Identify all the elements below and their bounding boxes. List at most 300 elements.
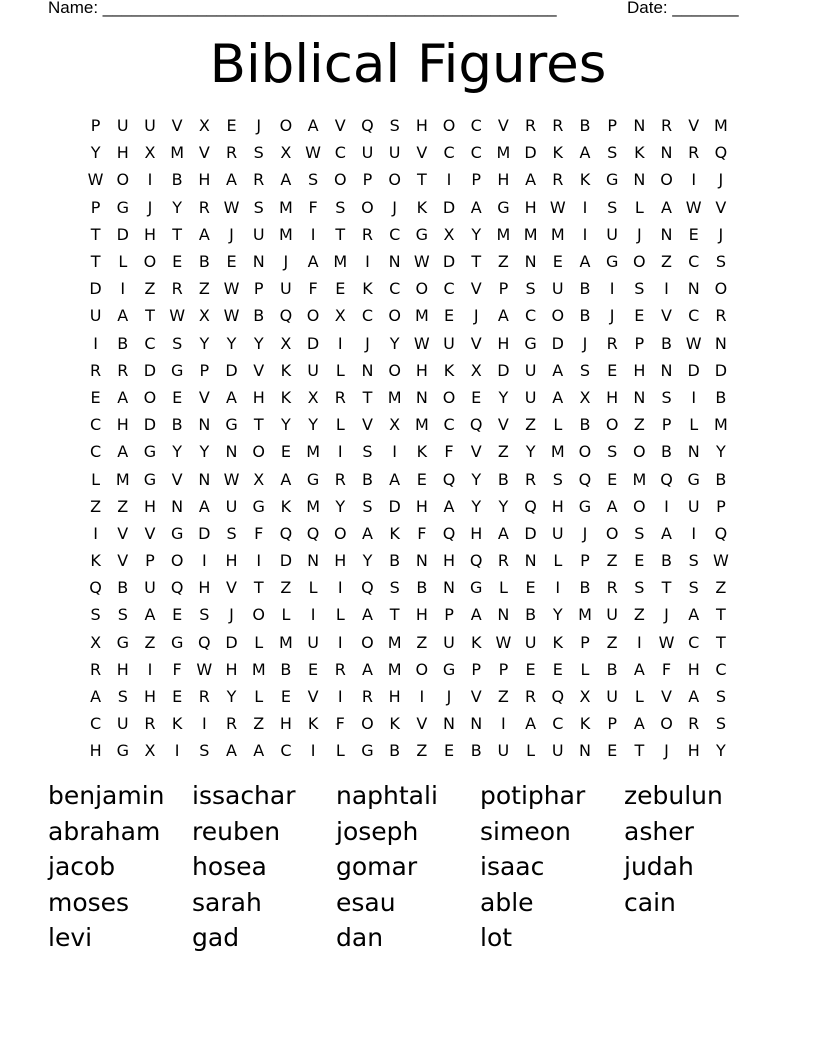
grid-letter[interactable]: U xyxy=(687,496,700,516)
grid-letter[interactable]: I xyxy=(691,170,697,190)
grid-letter[interactable]: M xyxy=(170,143,185,163)
grid-letter[interactable]: C xyxy=(443,143,455,163)
grid-letter[interactable]: W xyxy=(413,333,430,353)
grid-letter[interactable]: C xyxy=(688,306,700,326)
grid-letter[interactable]: G xyxy=(116,197,129,217)
grid-letter[interactable]: E xyxy=(634,551,645,571)
grid-letter[interactable]: N xyxy=(198,415,211,435)
grid-letter[interactable]: K xyxy=(470,632,482,652)
grid-letter[interactable]: A xyxy=(280,170,292,190)
grid-letter[interactable]: S xyxy=(389,578,400,598)
grid-letter[interactable]: U xyxy=(116,116,129,136)
grid-letter[interactable]: A xyxy=(497,306,509,326)
grid-letter[interactable]: O xyxy=(551,306,565,326)
grid-letter[interactable]: Y xyxy=(525,442,536,462)
grid-letter[interactable]: L xyxy=(553,415,563,435)
grid-letter[interactable]: H xyxy=(443,551,456,571)
grid-letter[interactable]: A xyxy=(361,659,373,679)
grid-letter[interactable]: O xyxy=(660,714,673,734)
grid-letter[interactable]: J xyxy=(609,306,615,326)
grid-letter[interactable]: B xyxy=(525,605,537,625)
grid-letter[interactable]: Q xyxy=(469,551,483,571)
grid-letter[interactable]: C xyxy=(361,306,374,326)
grid-letter[interactable]: R xyxy=(225,714,238,734)
grid-letter[interactable]: A xyxy=(144,605,156,625)
grid-letter[interactable]: U xyxy=(524,632,537,652)
grid-letter[interactable]: S xyxy=(715,687,726,707)
grid-letter[interactable]: V xyxy=(715,197,727,217)
grid-letter[interactable]: R xyxy=(361,687,374,707)
grid-letter[interactable]: P xyxy=(661,415,672,435)
grid-letter[interactable]: U xyxy=(307,360,319,380)
grid-letter[interactable]: V xyxy=(497,116,509,136)
grid-letter[interactable]: J xyxy=(473,306,479,326)
grid-letter[interactable]: G xyxy=(497,197,510,217)
grid-letter[interactable]: Y xyxy=(498,387,509,407)
grid-letter[interactable]: I xyxy=(582,197,588,217)
grid-letter[interactable]: W xyxy=(223,197,240,217)
grid-letter[interactable]: P xyxy=(90,197,101,217)
grid-letter[interactable]: Y xyxy=(471,469,482,489)
grid-letter[interactable]: P xyxy=(716,496,726,516)
grid-letter[interactable]: Q xyxy=(279,306,293,326)
grid-letter[interactable]: E xyxy=(525,659,536,679)
grid-letter[interactable]: B xyxy=(579,306,591,326)
grid-letter[interactable]: L xyxy=(254,632,264,652)
grid-letter[interactable]: N xyxy=(415,551,428,571)
grid-letter[interactable]: S xyxy=(552,469,563,489)
grid-letter[interactable]: J xyxy=(636,224,642,244)
grid-letter[interactable]: E xyxy=(308,659,319,679)
grid-letter[interactable]: E xyxy=(90,387,101,407)
grid-letter[interactable]: B xyxy=(389,551,401,571)
grid-letter[interactable]: L xyxy=(634,197,644,217)
grid-letter[interactable]: V xyxy=(334,116,346,136)
grid-letter[interactable]: Z xyxy=(497,687,509,707)
grid-letter[interactable]: T xyxy=(634,741,645,761)
grid-letter[interactable]: J xyxy=(582,333,588,353)
grid-letter[interactable]: Z xyxy=(198,279,210,299)
grid-letter[interactable]: M xyxy=(333,252,348,272)
grid-letter[interactable]: A xyxy=(443,496,455,516)
grid-letter[interactable]: Z xyxy=(253,714,265,734)
grid-letter[interactable]: X xyxy=(280,143,292,163)
grid-letter[interactable]: I xyxy=(337,687,343,707)
grid-letter[interactable]: O xyxy=(605,523,619,543)
grid-letter[interactable]: T xyxy=(389,605,400,625)
grid-letter[interactable]: J xyxy=(664,741,669,761)
grid-letter[interactable]: N xyxy=(415,387,428,407)
grid-letter[interactable]: D xyxy=(497,360,510,380)
grid-letter[interactable]: A xyxy=(198,224,210,244)
grid-letter[interactable]: S xyxy=(579,360,591,380)
grid-letter[interactable]: U xyxy=(388,143,401,163)
grid-letter[interactable]: N xyxy=(687,279,700,299)
grid-letter[interactable]: D xyxy=(225,360,238,380)
grid-letter[interactable]: A xyxy=(226,387,237,407)
grid-letter[interactable]: J xyxy=(718,170,724,190)
grid-letter[interactable]: D xyxy=(306,333,320,353)
grid-letter[interactable]: V xyxy=(497,415,509,435)
grid-letter[interactable]: D xyxy=(442,252,456,272)
grid-letter[interactable]: V xyxy=(416,143,428,163)
grid-letter[interactable]: G xyxy=(116,741,129,761)
grid-letter[interactable]: Q xyxy=(361,578,374,598)
grid-letter[interactable]: I xyxy=(201,551,207,571)
grid-letter[interactable]: M xyxy=(414,306,429,326)
grid-letter[interactable]: R xyxy=(334,659,346,679)
grid-letter[interactable]: N xyxy=(307,551,320,571)
grid-letter[interactable]: I xyxy=(147,659,153,679)
grid-letter[interactable]: Q xyxy=(306,523,320,543)
grid-letter[interactable]: P xyxy=(253,279,264,299)
grid-letter[interactable]: Q xyxy=(89,578,102,598)
grid-letter[interactable]: H xyxy=(415,116,428,136)
grid-letter[interactable]: G xyxy=(170,523,184,543)
grid-letter[interactable]: T xyxy=(362,387,373,407)
grid-letter[interactable]: G xyxy=(470,578,483,598)
grid-letter[interactable]: V xyxy=(661,306,672,326)
grid-letter[interactable]: V xyxy=(117,523,129,543)
grid-letter[interactable]: J xyxy=(147,197,153,217)
grid-letter[interactable]: I xyxy=(691,523,697,543)
grid-letter[interactable]: S xyxy=(607,197,618,217)
grid-letter[interactable]: N xyxy=(687,442,700,462)
grid-letter[interactable]: K xyxy=(280,387,292,407)
grid-letter[interactable]: R xyxy=(334,387,346,407)
grid-letter[interactable]: B xyxy=(280,659,292,679)
grid-letter[interactable]: P xyxy=(199,360,210,380)
grid-letter[interactable]: X xyxy=(389,415,401,435)
grid-letter[interactable]: R xyxy=(688,143,700,163)
grid-letter[interactable]: A xyxy=(226,741,237,761)
grid-letter[interactable]: N xyxy=(714,333,727,353)
grid-letter[interactable]: M xyxy=(387,387,402,407)
grid-letter[interactable]: F xyxy=(417,523,427,543)
grid-letter[interactable]: O xyxy=(306,306,320,326)
grid-letter[interactable]: K xyxy=(579,170,591,190)
grid-letter[interactable]: A xyxy=(633,659,645,679)
grid-letter[interactable]: N xyxy=(524,551,537,571)
grid-letter[interactable]: Z xyxy=(497,252,509,272)
grid-letter[interactable]: R xyxy=(715,306,727,326)
grid-letter[interactable]: G xyxy=(605,170,619,190)
grid-letter[interactable]: B xyxy=(579,116,591,136)
grid-letter[interactable]: A xyxy=(606,496,618,516)
grid-letter[interactable]: E xyxy=(226,252,237,272)
grid-letter[interactable]: W xyxy=(223,306,240,326)
grid-letter[interactable]: M xyxy=(714,116,728,136)
grid-letter[interactable]: O xyxy=(388,360,401,380)
grid-letter[interactable]: A xyxy=(307,116,319,136)
grid-letter[interactable]: M xyxy=(714,415,728,435)
grid-letter[interactable]: N xyxy=(578,741,591,761)
grid-letter[interactable]: C xyxy=(443,279,455,299)
grid-letter[interactable]: D xyxy=(89,279,102,299)
grid-letter[interactable]: E xyxy=(552,659,563,679)
grid-letter[interactable]: N xyxy=(660,224,673,244)
grid-letter[interactable]: A xyxy=(497,523,509,543)
grid-letter[interactable]: S xyxy=(389,116,400,136)
grid-letter[interactable]: U xyxy=(361,143,374,163)
grid-letter[interactable]: R xyxy=(497,551,509,571)
grid-letter[interactable]: C xyxy=(443,415,455,435)
grid-letter[interactable]: A xyxy=(117,306,129,326)
grid-letter[interactable]: M xyxy=(306,442,320,462)
grid-letter[interactable]: W xyxy=(223,469,240,489)
grid-letter[interactable]: I xyxy=(664,279,669,299)
grid-letter[interactable]: A xyxy=(470,605,482,625)
grid-letter[interactable]: R xyxy=(525,116,537,136)
grid-letter[interactable]: S xyxy=(688,551,699,571)
grid-letter[interactable]: H xyxy=(606,387,619,407)
grid-letter[interactable]: P xyxy=(498,279,509,299)
grid-letter[interactable]: D xyxy=(388,496,401,516)
grid-letter[interactable]: H xyxy=(143,224,156,244)
grid-letter[interactable]: A xyxy=(307,252,319,272)
grid-letter[interactable]: L xyxy=(335,741,345,761)
grid-letter[interactable]: X xyxy=(443,224,455,244)
grid-letter[interactable]: D xyxy=(198,523,211,543)
grid-letter[interactable]: B xyxy=(117,578,129,598)
grid-letter[interactable]: V xyxy=(688,116,700,136)
grid-letter[interactable]: A xyxy=(389,469,401,489)
grid-letter[interactable]: M xyxy=(550,224,565,244)
grid-letter[interactable]: S xyxy=(335,197,346,217)
grid-letter[interactable]: N xyxy=(633,387,646,407)
grid-letter[interactable]: Q xyxy=(279,523,293,543)
grid-letter[interactable]: N xyxy=(252,252,265,272)
grid-letter[interactable]: E xyxy=(607,469,618,489)
grid-letter[interactable]: T xyxy=(716,605,726,625)
grid-letter[interactable]: U xyxy=(551,741,564,761)
grid-letter[interactable]: H xyxy=(497,170,510,190)
grid-letter[interactable]: E xyxy=(172,252,183,272)
grid-letter[interactable]: E xyxy=(607,741,618,761)
grid-letter[interactable]: P xyxy=(90,116,101,136)
grid-letter[interactable]: K xyxy=(389,714,400,734)
grid-letter[interactable]: A xyxy=(525,714,537,734)
grid-letter[interactable]: S xyxy=(688,578,699,598)
grid-letter[interactable]: H xyxy=(388,687,401,707)
grid-letter[interactable]: A xyxy=(253,741,265,761)
grid-letter[interactable]: D xyxy=(279,551,293,571)
grid-letter[interactable]: C xyxy=(280,741,292,761)
grid-letter[interactable]: I xyxy=(256,551,262,571)
grid-letter[interactable]: I xyxy=(201,714,207,734)
grid-letter[interactable]: F xyxy=(335,714,345,734)
grid-letter[interactable]: Z xyxy=(416,741,428,761)
grid-letter[interactable]: B xyxy=(579,279,591,299)
grid-letter[interactable]: S xyxy=(253,143,264,163)
grid-letter[interactable]: P xyxy=(607,714,617,734)
grid-letter[interactable]: F xyxy=(308,197,318,217)
grid-letter[interactable]: Y xyxy=(281,415,291,435)
grid-letter[interactable]: W xyxy=(712,551,729,571)
grid-letter[interactable]: W xyxy=(196,659,213,679)
grid-letter[interactable]: B xyxy=(579,578,591,598)
grid-letter[interactable]: H xyxy=(415,360,428,380)
grid-letter[interactable]: P xyxy=(498,659,509,679)
grid-letter[interactable]: J xyxy=(283,252,289,272)
grid-letter[interactable]: U xyxy=(443,632,455,652)
grid-letter[interactable]: O xyxy=(279,116,293,136)
grid-letter[interactable]: Y xyxy=(362,551,373,571)
grid-letter[interactable]: O xyxy=(361,714,374,734)
grid-letter[interactable]: V xyxy=(307,687,319,707)
grid-letter[interactable]: M xyxy=(387,632,402,652)
grid-letter[interactable]: L xyxy=(335,360,345,380)
grid-letter[interactable]: K xyxy=(280,496,292,516)
grid-letter[interactable]: Y xyxy=(716,442,726,462)
grid-letter[interactable]: M xyxy=(414,415,429,435)
grid-letter[interactable]: S xyxy=(308,170,319,190)
grid-letter[interactable]: K xyxy=(634,143,645,163)
grid-letter[interactable]: U xyxy=(225,496,238,516)
grid-letter[interactable]: I xyxy=(337,333,343,353)
grid-letter[interactable]: L xyxy=(689,415,699,435)
grid-letter[interactable]: V xyxy=(470,442,482,462)
grid-letter[interactable]: D xyxy=(442,197,456,217)
grid-letter[interactable]: O xyxy=(633,442,646,462)
grid-letter[interactable]: R xyxy=(525,469,537,489)
grid-letter[interactable]: D xyxy=(551,333,564,353)
grid-letter[interactable]: O xyxy=(442,116,456,136)
grid-letter[interactable]: N xyxy=(633,170,646,190)
grid-letter[interactable]: T xyxy=(253,415,264,435)
grid-letter[interactable]: E xyxy=(525,578,536,598)
grid-letter[interactable]: M xyxy=(279,197,293,217)
grid-letter[interactable]: M xyxy=(387,659,402,679)
grid-letter[interactable]: Z xyxy=(633,415,645,435)
grid-letter[interactable]: K xyxy=(443,360,455,380)
grid-letter[interactable]: G xyxy=(306,469,320,489)
grid-letter[interactable]: A xyxy=(579,252,591,272)
grid-letter[interactable]: M xyxy=(523,224,538,244)
grid-letter[interactable]: J xyxy=(392,197,398,217)
grid-letter[interactable]: I xyxy=(582,224,588,244)
grid-letter[interactable]: V xyxy=(661,687,672,707)
grid-letter[interactable]: V xyxy=(144,523,156,543)
grid-letter[interactable]: V xyxy=(226,578,237,598)
grid-letter[interactable]: M xyxy=(550,442,565,462)
grid-letter[interactable]: C xyxy=(552,714,564,734)
grid-letter[interactable]: I xyxy=(337,578,343,598)
grid-letter[interactable]: I xyxy=(120,279,126,299)
grid-letter[interactable]: W xyxy=(413,252,430,272)
grid-letter[interactable]: G xyxy=(415,224,429,244)
grid-letter[interactable]: U xyxy=(606,687,619,707)
grid-letter[interactable]: B xyxy=(715,469,727,489)
grid-letter[interactable]: H xyxy=(198,578,211,598)
grid-letter[interactable]: U xyxy=(497,741,510,761)
grid-letter[interactable]: N xyxy=(361,360,374,380)
grid-letter[interactable]: Q xyxy=(578,469,592,489)
grid-letter[interactable]: N xyxy=(497,605,510,625)
grid-letter[interactable]: J xyxy=(229,605,234,625)
grid-letter[interactable]: I xyxy=(337,442,343,462)
grid-letter[interactable]: Z xyxy=(497,442,509,462)
grid-letter[interactable]: Q xyxy=(660,469,673,489)
grid-letter[interactable]: B xyxy=(253,306,265,326)
grid-letter[interactable]: Y xyxy=(226,687,237,707)
grid-letter[interactable]: U xyxy=(606,224,619,244)
grid-letter[interactable]: W xyxy=(495,632,512,652)
grid-letter[interactable]: I xyxy=(93,333,98,353)
grid-letter[interactable]: K xyxy=(552,632,564,652)
grid-letter[interactable]: Y xyxy=(471,496,482,516)
grid-letter[interactable]: O xyxy=(333,523,347,543)
grid-letter[interactable]: D xyxy=(687,360,700,380)
grid-letter[interactable]: S xyxy=(117,687,128,707)
grid-letter[interactable]: S xyxy=(525,279,536,299)
grid-letter[interactable]: H xyxy=(470,523,483,543)
grid-letter[interactable]: S xyxy=(253,197,264,217)
grid-letter[interactable]: G xyxy=(170,360,184,380)
grid-letter[interactable]: O xyxy=(252,442,266,462)
grid-letter[interactable]: H xyxy=(116,143,129,163)
grid-letter[interactable]: Q xyxy=(469,415,483,435)
grid-letter[interactable]: A xyxy=(90,687,102,707)
grid-letter[interactable]: C xyxy=(389,224,401,244)
grid-letter[interactable]: O xyxy=(578,442,592,462)
grid-letter[interactable]: W xyxy=(549,197,566,217)
grid-letter[interactable]: P xyxy=(471,659,482,679)
grid-letter[interactable]: U xyxy=(252,224,265,244)
grid-letter[interactable]: D xyxy=(524,523,537,543)
grid-letter[interactable]: R xyxy=(117,360,129,380)
grid-letter[interactable]: Z xyxy=(280,578,292,598)
grid-letter[interactable]: I xyxy=(691,387,697,407)
grid-letter[interactable]: I xyxy=(446,170,452,190)
grid-letter[interactable]: A xyxy=(226,170,237,190)
grid-letter[interactable]: A xyxy=(361,523,373,543)
grid-letter[interactable]: V xyxy=(198,387,210,407)
grid-letter[interactable]: K xyxy=(416,197,428,217)
grid-letter[interactable]: Q xyxy=(442,469,456,489)
grid-letter[interactable]: A xyxy=(117,387,129,407)
grid-letter[interactable]: X xyxy=(198,116,210,136)
grid-letter[interactable]: S xyxy=(634,578,645,598)
grid-letter[interactable]: B xyxy=(606,659,618,679)
grid-letter[interactable]: Q xyxy=(714,523,728,543)
grid-letter[interactable]: E xyxy=(471,387,482,407)
grid-letter[interactable]: E xyxy=(280,442,291,462)
grid-letter[interactable]: R xyxy=(90,360,102,380)
grid-letter[interactable]: O xyxy=(605,415,619,435)
grid-letter[interactable]: K xyxy=(171,714,183,734)
grid-letter[interactable]: O xyxy=(442,387,456,407)
grid-letter[interactable]: A xyxy=(470,197,482,217)
grid-letter[interactable]: P xyxy=(444,605,454,625)
grid-letter[interactable]: V xyxy=(470,333,482,353)
grid-letter[interactable]: Y xyxy=(552,605,563,625)
grid-letter[interactable]: W xyxy=(87,170,104,190)
grid-letter[interactable]: M xyxy=(115,469,130,489)
grid-letter[interactable]: B xyxy=(416,578,428,598)
grid-letter[interactable]: P xyxy=(580,632,590,652)
grid-letter[interactable]: D xyxy=(524,143,537,163)
grid-letter[interactable]: Z xyxy=(661,252,673,272)
grid-letter[interactable]: O xyxy=(415,279,429,299)
grid-letter[interactable]: G xyxy=(143,442,157,462)
grid-letter[interactable]: S xyxy=(607,442,618,462)
grid-letter[interactable]: O xyxy=(333,170,347,190)
grid-letter[interactable]: N xyxy=(225,442,238,462)
grid-letter[interactable]: O xyxy=(714,279,728,299)
grid-letter[interactable]: E xyxy=(172,387,183,407)
grid-letter[interactable]: S xyxy=(362,496,373,516)
